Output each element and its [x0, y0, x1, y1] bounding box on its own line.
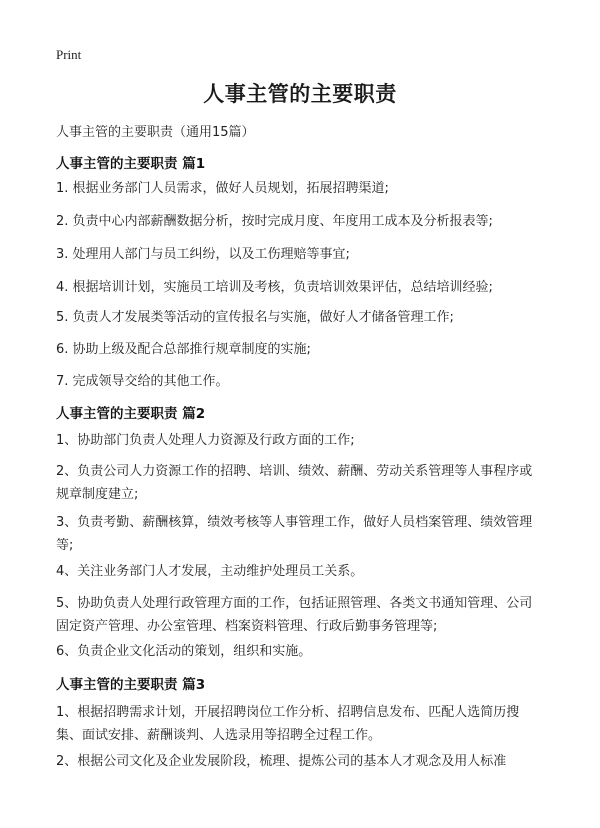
list-item: 3、负责考勤、薪酬核算，绩效考核等人事管理工作，做好人员档案管理、绩效管理等; — [56, 515, 533, 553]
list-item: 5、协助负责人处理行政管理方面的工作，包括证照管理、各类文书通知管理、公司固定资产管理、办公室管理、档案资料管理、行政后勤事务管理等; — [56, 596, 533, 634]
list-item: 2. 负责中心内部薪酬数据分析，按时完成月度、年度用工成本及分析报表等; — [56, 214, 493, 229]
list-item: 4. 根据培训计划，实施员工培训及考核，负责培训效果评估，总结培训经验; — [56, 280, 493, 295]
list-item: 6、负责企业文化活动的策划，组织和实施。 — [56, 644, 312, 659]
list-item: 5. 负责人才发展类等活动的宣传报名与实施，做好人才储备管理工作; — [56, 310, 454, 325]
section-heading: 人事主管的主要职责 篇3 — [56, 677, 206, 693]
list-item: 2、负责公司人力资源工作的招聘、培训、绩效、薪酬、劳动关系管理等人事程序或规章制度建立; — [56, 464, 533, 502]
section-heading: 人事主管的主要职责 篇2 — [56, 406, 206, 422]
list-item: 3. 处理用人部门与员工纠纷，以及工伤理赔等事宜; — [56, 247, 350, 262]
print-link[interactable]: Print — [56, 47, 82, 62]
list-item: 1、协助部门负责人处理人力资源及行政方面的工作; — [56, 433, 355, 448]
list-item: 2、根据公司文化及企业发展阶段，梳理、提炼公司的基本人才观念及用人标准 — [56, 754, 507, 769]
list-item: 1. 根据业务部门人员需求，做好人员规划，拓展招聘渠道; — [56, 181, 389, 196]
list-item: 7. 完成领导交给的其他工作。 — [56, 374, 229, 389]
document-title: 人事主管的主要职责 — [203, 82, 397, 106]
document-subtitle: 人事主管的主要职责（通用15篇） — [56, 125, 255, 140]
list-item: 1、根据招聘需求计划，开展招聘岗位工作分析、招聘信息发布、匹配人选简历搜集、面试安排、薪酬谈判、人选录用等招聘全过程工作。 — [56, 705, 520, 743]
list-item: 4、关注业务部门人才发展，主动维护处理员工关系。 — [56, 564, 364, 579]
section-heading: 人事主管的主要职责 篇1 — [56, 156, 206, 172]
list-item: 6. 协助上级及配合总部推行规章制度的实施; — [56, 342, 311, 357]
